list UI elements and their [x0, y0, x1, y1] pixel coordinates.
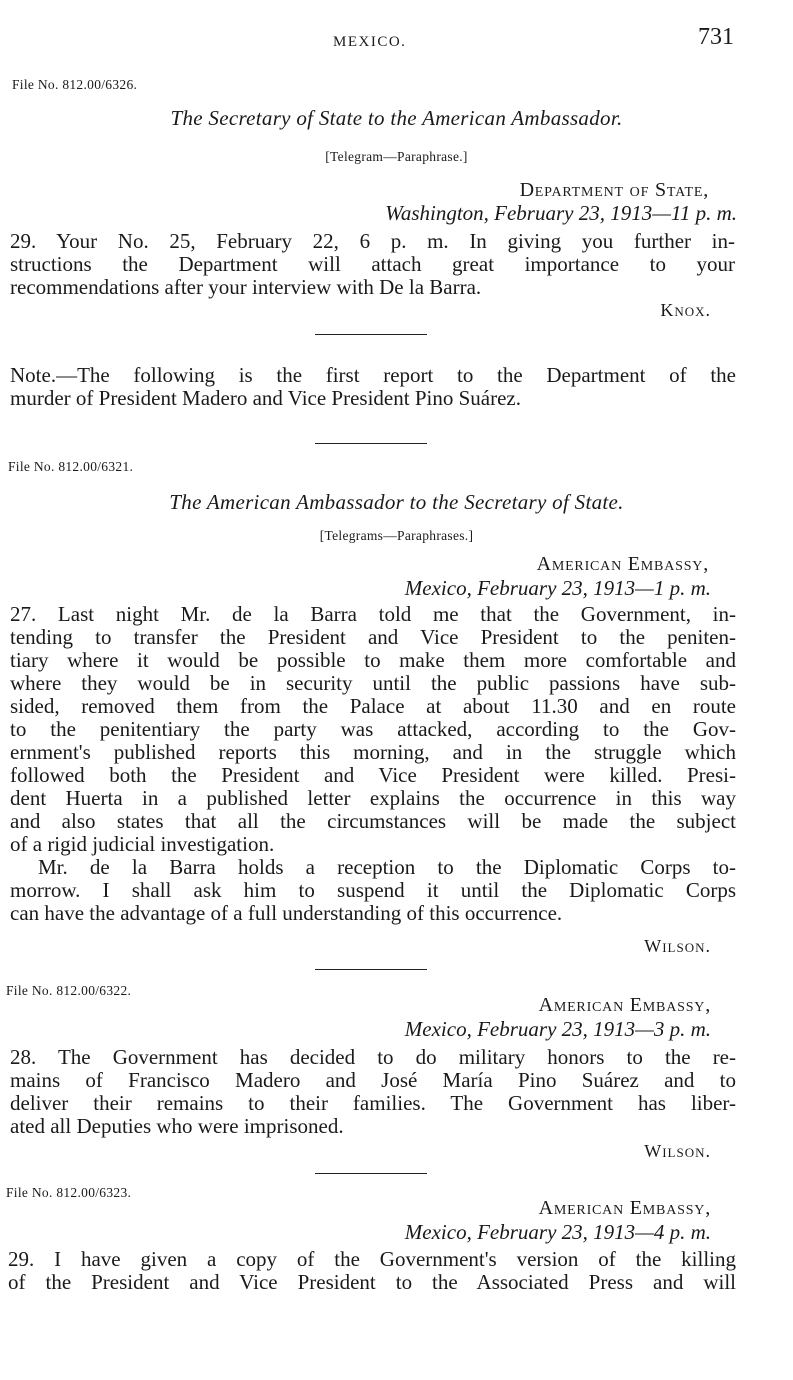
section-divider	[315, 1173, 427, 1174]
body-line: mains of Francisco Madero and José María Pino Suárez and to	[10, 1068, 736, 1092]
file-number: File No. 812.00/6321.	[8, 459, 134, 474]
dateline: Mexico, February 23, 1913—1 p. m.	[404, 576, 711, 600]
body-line: followed both the President and Vice President were killed. Presi-	[10, 763, 736, 787]
body-line: and also states that all the circumstances will be made the subject	[10, 809, 736, 833]
body-line: 29. I have given a copy of the Government's version of the killing	[8, 1247, 736, 1271]
body-line: where they would be in security until the public passions have sub-	[10, 671, 736, 695]
sender-line: American Embassy,	[536, 553, 709, 575]
body-line: 29. Your No. 25, February 22, 6 p. m. In giving you further in-	[10, 229, 735, 253]
sender-line: American Embassy,	[538, 1197, 711, 1219]
telegram-tag: [Telegram—Paraphrase.]	[325, 149, 468, 164]
document-heading: The Secretary of State to the American Ambassador.	[170, 106, 623, 130]
dateline: Mexico, February 23, 1913—3 p. m.	[404, 1017, 711, 1041]
body-line: morrow. I shall ask him to suspend it until the Diplomatic Corps	[10, 878, 736, 902]
section-divider	[315, 969, 427, 970]
signature: Wilson.	[644, 1141, 711, 1161]
running-head: MEXICO.	[333, 34, 407, 50]
sender-line: American Embassy,	[538, 994, 711, 1016]
body-line: ated all Deputies who were imprisoned.	[10, 1114, 344, 1138]
body-line: 28. The Government has decided to do military honors to the re-	[10, 1045, 736, 1069]
message-body	[8, 1248, 736, 1294]
body-line: of the President and Vice President to the Associated Press and will	[8, 1270, 736, 1294]
body-line: dent Huerta in a published letter explains the occurrence in this way	[10, 786, 736, 810]
file-number: File No. 812.00/6323.	[6, 1185, 132, 1200]
body-line: can have the advantage of a full understanding of this occurrence.	[10, 901, 563, 925]
body-line: structions the Department will attach great importance to your	[10, 252, 735, 276]
body-line: of a rigid judicial investigation.	[10, 832, 275, 856]
body-line: deliver their remains to their families. The Government has liber-	[10, 1091, 736, 1115]
body-line: sided, removed them from the Palace at about 11.30 and en route	[10, 694, 736, 718]
dateline: Mexico, February 23, 1913—4 p. m.	[404, 1220, 711, 1244]
document-heading: The American Ambassador to the Secretary of State.	[169, 490, 624, 514]
signature: Wilson.	[644, 936, 711, 956]
section-divider	[315, 443, 427, 444]
editorial-note	[10, 364, 736, 410]
body-line: Mr. de la Barra holds a reception to the Diplomatic Corps to-	[38, 855, 736, 879]
body-line: 27. Last night Mr. de la Barra told me that the Government, in-	[10, 602, 736, 626]
message-body	[10, 1046, 736, 1138]
message-body	[10, 603, 736, 925]
telegram-tag: [Telegrams—Paraphrases.]	[319, 528, 474, 543]
file-number: File No. 812.00/6326.	[12, 77, 138, 92]
body-line: Note.—The following is the first report to the Department of the	[10, 363, 736, 387]
body-line: ernment's published reports this morning, and in the struggle which	[10, 740, 736, 764]
page-number: 731	[698, 24, 734, 50]
body-line: tiary where it would be possible to make them more comfortable and	[10, 648, 736, 672]
dateline: Washington, February 23, 1913—11 p. m.	[385, 201, 737, 225]
file-number: File No. 812.00/6322.	[6, 983, 132, 998]
signature: Knox.	[660, 300, 711, 320]
sender-line: Department of State,	[519, 179, 709, 201]
body-line: tending to transfer the President and Vice President to the peniten-	[10, 625, 736, 649]
body-line: to the penitentiary the party was attacked, according to the Gov-	[10, 717, 736, 741]
section-divider	[315, 334, 427, 335]
body-line: recommendations after your interview with De la Barra.	[10, 275, 482, 299]
message-body	[10, 230, 735, 299]
body-line: murder of President Madero and Vice President Pino Suárez.	[10, 386, 521, 410]
